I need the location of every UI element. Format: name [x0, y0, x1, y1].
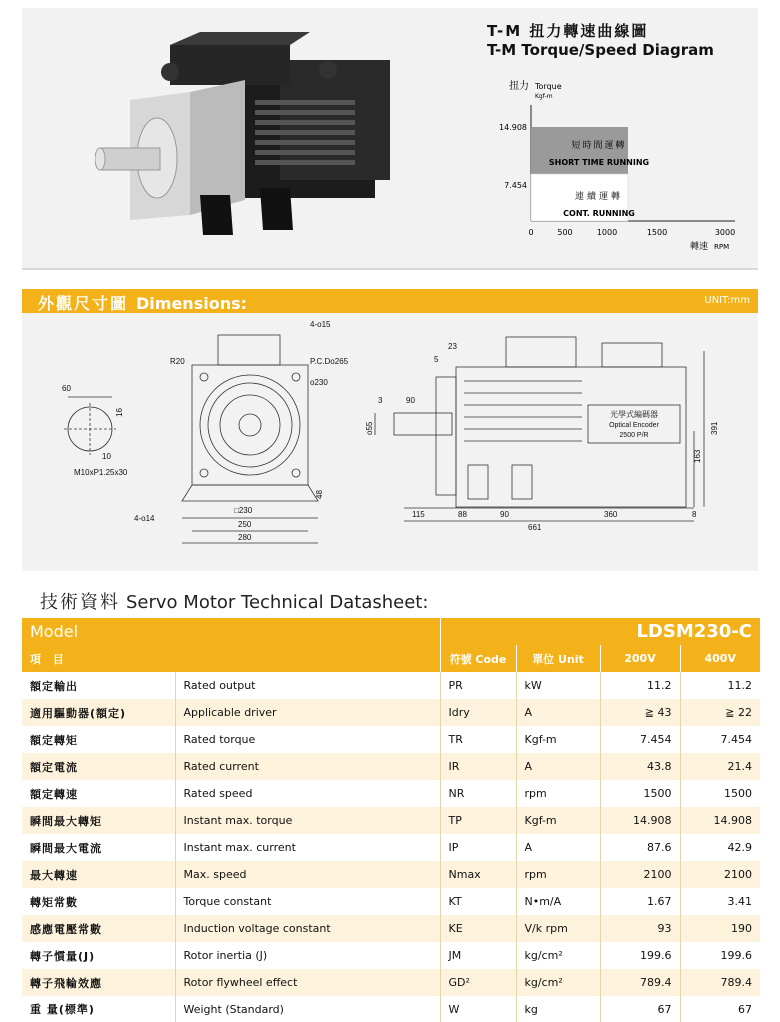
row-zh: 感應電壓常數 [22, 915, 175, 942]
row-code: W [440, 996, 516, 1022]
row-zh: 最大轉速 [22, 861, 175, 888]
encoder-zh: 光學式編碼器 [610, 410, 658, 419]
row-200v: 199.6 [600, 942, 680, 969]
row-en: Rotor flywheel effect [175, 969, 440, 996]
short-label-en: SHORT TIME RUNNING [548, 158, 650, 167]
row-code: NR [440, 780, 516, 807]
row-en: Max. speed [175, 861, 440, 888]
row-200v: 1.67 [600, 888, 680, 915]
curve-title-en: T-M Torque/Speed Diagram [487, 41, 714, 59]
datasheet-title [40, 588, 428, 614]
row-unit: kg/cm² [516, 969, 600, 996]
table-row [22, 726, 760, 753]
motor-shaft [95, 148, 160, 170]
row-200v: 43.8 [600, 753, 680, 780]
row-en: Rated torque [175, 726, 440, 753]
dim-holes: 4-ο15 [310, 320, 331, 329]
table-row [22, 780, 760, 807]
row-400v: 199.6 [720, 949, 752, 962]
dim-360: 360 [604, 510, 618, 519]
dimensions-unit: UNIT:mm [704, 295, 750, 306]
side-view [375, 337, 704, 521]
row-code: TR [440, 726, 516, 753]
row-en: Rotor inertia (J) [175, 942, 440, 969]
model-label: Model [22, 618, 440, 645]
dim-d55: ο55 [365, 421, 374, 435]
code-header: 符號 Code [440, 645, 516, 672]
y-unit: Kgf-m [535, 93, 553, 100]
curve-title-zh: T-M 扭力轉速曲線圖 [487, 22, 649, 40]
dim-shaft-60: 60 [62, 384, 71, 393]
row-en: Rated current [175, 753, 440, 780]
row-400v: 789.4 [680, 969, 760, 996]
row-code: GD² [440, 969, 516, 996]
dim-w280: 280 [238, 533, 252, 542]
column-header-row [22, 645, 760, 672]
row-en: Induction voltage constant [175, 915, 440, 942]
voltage-400-header: 400V [680, 645, 760, 672]
dim-8: 8 [692, 510, 697, 519]
torque-speed-chart [485, 75, 745, 255]
short-label-zh: 短時間運轉 [571, 141, 627, 151]
row-code: PR [440, 672, 516, 699]
row-code: Idry [440, 699, 516, 726]
row-200v: 93 [600, 915, 680, 942]
datasheet-title-zh: 技術資料 [40, 592, 120, 613]
row-unit: kg [516, 996, 600, 1022]
row-unit: V/k rpm [516, 915, 600, 942]
shaft-end-view [64, 397, 116, 455]
y-label-zh: 扭力 [509, 81, 529, 92]
row-zh: 瞬間最大轉矩 [22, 807, 175, 834]
x-tick-0: 0 [528, 228, 534, 237]
row-code: IP [440, 834, 516, 861]
table-row [22, 699, 760, 726]
row-code: KT [440, 888, 516, 915]
dim-391: 391 [710, 421, 719, 435]
model-name: LDSM230-C [440, 618, 760, 645]
row-zh: 重 量(標準) [22, 996, 175, 1022]
item-header: 項 目 [22, 645, 440, 672]
row-zh: 瞬間最大電流 [22, 834, 175, 861]
row-unit: kg/cm² [516, 942, 600, 969]
dim-5: 5 [434, 355, 439, 364]
dim-3: 3 [378, 396, 383, 405]
table-row [22, 861, 760, 888]
dim-sq230: □230 [234, 506, 253, 515]
row-200v: 1500 [600, 780, 680, 807]
row-zh: 額定轉矩 [22, 726, 175, 753]
x-tick-1000: 1000 [596, 228, 618, 237]
x-tick-500: 500 [557, 228, 573, 237]
row-code: KE [440, 915, 516, 942]
x-tick-1500: 1500 [646, 228, 668, 237]
row-400v: ≧ 22 [680, 699, 760, 726]
model-header-row [22, 618, 760, 645]
row-unit: kW [516, 672, 600, 699]
dim-w250: 250 [238, 520, 252, 529]
row-400v: 11.2 [727, 679, 752, 692]
table-row [22, 915, 760, 942]
row-200v: 789.4 [600, 969, 680, 996]
datasheet-title-en: Servo Motor Technical Datasheet: [126, 592, 429, 613]
row-en: Weight (Standard) [175, 996, 440, 1022]
row-en: Instant max. torque [175, 807, 440, 834]
dimensions-title-zh: 外觀尺寸圖 [38, 294, 129, 313]
table-row [22, 969, 760, 996]
row-400v: 2100 [680, 861, 760, 888]
row-unit: A [516, 753, 600, 780]
x-label-zh: 轉速 [690, 242, 709, 252]
dim-90b: 90 [500, 510, 509, 519]
row-zh: 額定轉速 [22, 780, 175, 807]
table-row [22, 996, 760, 1022]
encoder-en: Optical Encoder [609, 422, 659, 429]
dimension-drawing [22, 313, 758, 571]
y-label-en: Torque [535, 82, 562, 91]
encoder-pr: 2500 P/R [619, 432, 649, 439]
row-400v: 3.41 [727, 895, 752, 908]
row-en: Applicable driver [175, 699, 440, 726]
y-tick-high: 14.908 [499, 123, 527, 132]
row-200v: 7.454 [600, 726, 680, 753]
row-zh: 額定電流 [22, 753, 175, 780]
dimensions-title-en: Dimensions: [136, 294, 248, 313]
table-row [22, 672, 760, 699]
row-code: JM [440, 942, 516, 969]
row-400v: 7.454 [720, 733, 752, 746]
dim-163: 163 [693, 449, 702, 463]
row-200v: ≧ 43 [600, 699, 680, 726]
table-row [22, 834, 760, 861]
cont-label-en: CONT. RUNNING [563, 209, 635, 218]
table-row [22, 753, 760, 780]
row-en: Rated speed [175, 780, 440, 807]
row-zh: 轉子飛輪效應 [22, 969, 175, 996]
x-tick-3000: 3000 [714, 228, 736, 237]
row-unit: A [516, 834, 600, 861]
row-unit: Kgf-m [516, 807, 600, 834]
dim-shaft-10: 10 [102, 452, 111, 461]
table-row [22, 888, 760, 915]
row-200v: 87.6 [600, 834, 680, 861]
dim-h48: 48 [315, 490, 324, 499]
row-zh: 轉矩常數 [22, 888, 175, 915]
dim-661: 661 [528, 523, 542, 532]
row-en: Rated output [175, 672, 440, 699]
row-unit: rpm [516, 780, 600, 807]
table-row [22, 807, 760, 834]
row-zh: 轉子慣量(J) [22, 942, 175, 969]
spec-table [22, 618, 760, 1022]
row-unit: Kgf-m [516, 726, 600, 753]
row-200v: 2100 [600, 861, 680, 888]
row-400v: 67 [680, 996, 760, 1022]
dim-pcd: P.C.Dο265 [310, 357, 349, 366]
row-en: Torque constant [175, 888, 440, 915]
row-400v: 190 [680, 915, 760, 942]
dim-115: 115 [412, 510, 425, 519]
row-200v: 67 [600, 996, 680, 1022]
row-400v: 14.908 [680, 807, 760, 834]
row-400v: 21.4 [680, 753, 760, 780]
dim-88: 88 [458, 510, 467, 519]
dim-shaft-16: 16 [115, 408, 124, 417]
cont-label-zh: 連續運轉 [574, 192, 624, 202]
row-200v: 11.2 [600, 672, 680, 699]
row-zh: 適用驅動器(額定) [22, 699, 175, 726]
row-en: Instant max. current [175, 834, 440, 861]
row-unit: rpm [516, 861, 600, 888]
dim-90: 90 [406, 396, 415, 405]
row-code: IR [440, 753, 516, 780]
dimensions-band [22, 289, 758, 313]
row-400v: 42.9 [727, 841, 752, 854]
y-tick-low: 7.454 [504, 181, 527, 190]
row-unit: A [516, 699, 600, 726]
table-row [22, 942, 760, 969]
voltage-200-header: 200V [600, 645, 680, 672]
dim-feet-holes: 4-ο14 [134, 514, 155, 523]
dim-r20: R20 [170, 357, 185, 366]
motor-illustration [95, 20, 395, 250]
dimensions-title [38, 291, 247, 314]
unit-header: 單位 Unit [516, 645, 600, 672]
row-400v: 1500 [724, 787, 752, 800]
dim-thread: M10xP1.25x30 [74, 468, 128, 477]
row-zh: 額定輸出 [22, 672, 175, 699]
row-code: TP [440, 807, 516, 834]
dim-d230: ο230 [310, 378, 328, 387]
x-unit: RPM [714, 243, 730, 251]
row-200v: 14.908 [600, 807, 680, 834]
row-unit: N•m/A [516, 888, 600, 915]
row-code: Nmax [440, 861, 516, 888]
dim-23: 23 [448, 342, 457, 351]
